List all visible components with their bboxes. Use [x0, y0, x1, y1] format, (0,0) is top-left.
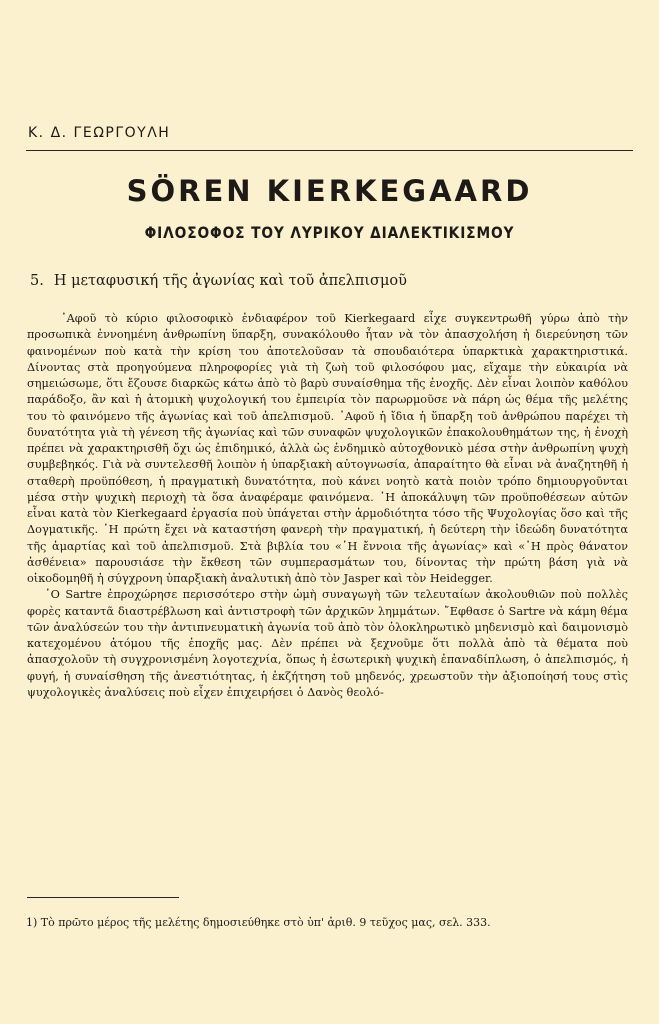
footnote [26, 915, 626, 931]
section-number: 5. [30, 273, 44, 289]
section-title: Η μεταφυσική τῆς ἀγωνίας καὶ τοῦ ἀπελπισμοῦ [53, 273, 407, 289]
article-body [27, 311, 628, 701]
article-title: SÖREN KIERKEGAARD [126, 174, 533, 208]
header-divider [26, 150, 633, 151]
footnote-text: Τὸ πρῶτο μέρος τῆς μελέτης δημοσιεύθηκε στὸ ὑπ' ἀριθ. 9 τεῦχος μας, σελ. 333. [40, 916, 491, 929]
body-paragraph: ῾Ο Sartre ἐπροχώρησε περισσότερο στὴν ὠμὴ συναγωγὴ τῶν τελευταίων ἀκολουθιῶν ποὺ πολλὲς φορὲς καταντᾶ διαστρέβλωση καὶ ἀντιστροφὴ τῶν ἀρχικῶν λημμάτων. ῎Εφθασε ὁ Sartre νὰ κάμη θέμα τῶν ἀναλύσεών του τὴν ἀντιπνευματικὴ ἀγωνία τοῦ ἀπὸ τὸν ὁλοκληρωτικὸ μηδενισμὸ καὶ δαιμονισμὸ κατεχομένου ἀτόμου τῆς ἐποχῆς μας. Δὲν πρέπει νὰ ξεχνοῦμε ὅτι πολλὰ ἀπὸ τὰ θέματα ποὺ ἀπασχολοῦν τὴ συγχρονισμένη λογοτεχνία, ὅπως ἡ ἐσωτερικὴ ψυχικὴ ἐπαναδίπλωση, ὁ ἀπελπισμός, ἡ φυγή, ἡ συναίσθηση τῆς ἀνεστιότητας, ἡ ἐκζήτηση τοῦ μηδενός, χρεωστοῦν τὴν ἀξιοποίησή τους στὶς ψυχολογικὲς ἀναλύσεις ποὺ εἶχεν ἐπιχειρήσει ὁ Δανὸς θεολό- [27, 588, 628, 699]
body-paragraph: ᾿Αφοῦ τὸ κύριο φιλοσοφικὸ ἐνδιαφέρον τοῦ Kierkegaard εἶχε συγκεντρωθῆ γύρω ἀπὸ τὴν προσωπικὰ ἐννοημένη ἀνθρωπίνη ὕπαρξη, συνακόλουθο ἦταν νὰ τὸν ἀπασχολήση ἡ διερεύνηση τῶν φαινομένων ποὺ κατὰ τὴν κρίση του ἀποτελοῦσαν τὰ σπουδαιότερα ὑπαρκτικὰ χαρακτηριστικά. Δίνοντας στὰ προηγούμενα πληροφορίες γιὰ τὴ ζωὴ τοῦ φιλοσόφου μας, εἴχαμε τὴν εὐκαιρία νὰ σημειώσωμε, ὅτι ἔζουσε διαρκῶς κάτω ἀπὸ τὸ βαρὺ συναίσθημα τῆς ἐνοχῆς. Δὲν εἶναι λοιπὸν καθόλου παράδοξο, ἂν καὶ ἡ ἀτομικὴ ψυχολογική του ἐμπειρία τὸν παρωρμοῦσε νὰ πάρη ὡς θέμα τῆς μελέτης του τὸ φαινόμενο τῆς ἀγωνίας καὶ τοῦ ἀπελπισμοῦ. ᾿Αφοῦ ἡ ἴδια ἡ ὕπαρξη τοῦ ἀνθρώπου παρέχει τὴ δυνατότητα γιὰ τὴ γένεση τῆς ἀγωνίας καὶ τῶν συναφῶν ψυχολογικῶν ἐπακολουθημάτων της, ἡ ἐνοχὴ πρέπει νὰ χαρακτηρισθῆ ὄχι ὡς ἐπιδημικό, ἀλλὰ ὡς ἐνδημικὸ αὐτοχθονικὸ μέσα στὴν ἀνθρωπίνη ψυχὴ συμβεβηκός. Γιὰ νὰ συντελεσθῆ λοιπὸν ἡ ὑπαρξιακὴ αὐτογνωσία, ἀπαραίτητο θὰ εἶναι νὰ ἀναζητηθῆ ἡ σταθερὴ προϋπόθεση, ἡ πραγματικὴ δυνατότητα, ποὺ κάνει νοητὸ κατὰ ποιὸν τρόπο δημιουργοῦνται μέσα στὴν ψυχικὴ περιοχὴ τὰ ὅσα ἀναφέραμε φαινόμενα. ῾Η ἀποκάλυψη τῶν προϋποθέσεων αὐτῶν εἶναι κατὰ τὸν Kierkegaard ἐργασία ποὺ ὑπάγεται στὴν ἁρμοδιότητα τόσο τῆς Ψυχολογίας ὅσο καὶ τῆς Δογματικῆς. ῾Η πρώτη ἔχει νὰ καταστήση φανερὴ τὴν πραγματική, ἡ δεύτερη τὴν ἰδεώδη δυνατότητα τῆς ἁμαρτίας καὶ τοῦ ἀπελπισμοῦ. Στὰ βιβλία του «῾Η ἔννοια τῆς ἀγωνίας» καὶ «῾Η πρὸς θάνατον ἀσθένεια» παρουσιάσε τὴν ἔκθεση τῶν συμπερασμάτων του, δίνοντας τὴν πρώτη βάση γιὰ νὰ οἰκοδομηθῆ ἡ σύγχρονη ὑπαρξιακὴ ἀναλυτικὴ ἀπὸ τὸν Jasper καὶ τὸν Heidegger. [27, 312, 628, 585]
article-subtitle: ΦΙΛΟΣΟΦΟΣ ΤΟΥ ΛΥΡΙΚΟΥ ΔΙΑΛΕΚΤΙΚΙΣΜΟΥ [144, 223, 515, 242]
section-heading [30, 273, 407, 289]
footnote-divider [27, 897, 179, 898]
footnote-marker: 1) [26, 916, 38, 929]
author-name: Κ. Δ. ΓΕΩΡΓΟΥΛΗ [28, 125, 171, 141]
